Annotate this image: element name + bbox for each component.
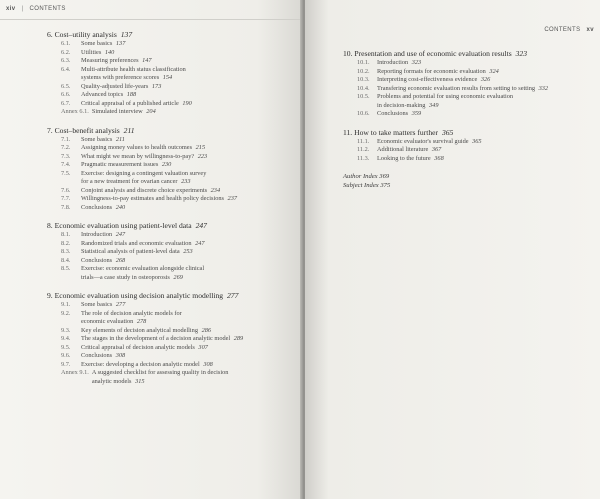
toc-entry [47, 257, 297, 266]
section-page-number: 173 [151, 82, 162, 90]
section-title [81, 301, 297, 310]
section-title-text: Additional literature [377, 146, 429, 153]
chapter-page-number: 137 [120, 30, 133, 39]
section-title-text: Multi-attribute health status classification [81, 65, 186, 73]
section-title-text: A suggested checklist for assessing quality in decision [91, 369, 229, 376]
section-number: 9.6. [61, 352, 71, 359]
chapter-page-number: 323 [515, 49, 528, 58]
chapter-title-text: 8. Economic evaluation using patient-level data [47, 221, 192, 230]
section-page-number: 190 [182, 99, 192, 107]
section-page-number: 332 [538, 84, 549, 92]
section-number: 10.2. [357, 67, 370, 75]
section-title [81, 161, 297, 170]
toc-chapter [343, 128, 598, 164]
section-number: 6.3. [61, 57, 71, 64]
toc-entry [47, 144, 297, 153]
section-title-text: Conjoint analysis and discrete choice experiments [81, 186, 208, 194]
section-number: Annex 6.1. [61, 108, 89, 115]
section-title-text: Critical appraisal of a published article [81, 99, 179, 107]
section-page-number: 240 [115, 203, 126, 211]
toc-chapter [47, 221, 297, 282]
section-title [81, 248, 297, 257]
toc-entry [47, 66, 297, 83]
section-title-text: Willingness-to-pay estimates and health policy decisions [81, 195, 224, 202]
toc-entry [47, 352, 297, 361]
chapter-title [47, 126, 297, 136]
section-number: 7.5. [61, 169, 71, 177]
section-number: 11.2. [357, 146, 370, 153]
section-title [81, 344, 297, 353]
section-title [81, 153, 297, 162]
section-title-continued: systems with preference scores [81, 74, 160, 81]
section-title-text: Some basics [81, 135, 113, 143]
section-title-text: Assigning money values to health outcomes [81, 144, 193, 151]
section-title-text: Randomized trials and economic evaluation [81, 239, 192, 247]
toc-chapter [47, 126, 297, 213]
section-number: 10.1. [357, 59, 370, 66]
section-title-text: Simulated interview [91, 108, 143, 115]
toc-entry [47, 170, 297, 187]
toc-entry [343, 138, 598, 147]
right-page-number: xv [586, 27, 594, 33]
section-title-text: Looking to the future [377, 154, 431, 162]
section-title-text: Exercise: economic evaluation alongside clinical [81, 265, 205, 272]
section-title [81, 144, 297, 153]
section-page-number: 215 [195, 144, 206, 151]
chapter-title [47, 30, 297, 40]
section-title [81, 195, 297, 204]
section-page-number: 315 [135, 377, 145, 385]
toc-entry [343, 59, 598, 68]
toc-chapter [47, 30, 297, 117]
section-title [377, 59, 598, 68]
section-page-number: 211 [115, 135, 125, 143]
section-title-text: Some basics [81, 40, 113, 47]
section-number: 6.6. [61, 91, 71, 98]
toc-entry [47, 91, 297, 100]
toc-chapter [47, 291, 297, 386]
section-page-number: 247 [195, 239, 205, 247]
chapter-page-number: 211 [123, 125, 135, 135]
section-number: 6.4. [61, 65, 71, 73]
left-running-head: xiv | CONTENTS [6, 6, 66, 12]
chapter-title-text: 7. Cost–benefit analysis [47, 125, 120, 135]
section-page-number: 233 [181, 178, 191, 185]
section-title-text: Measuring preferences [81, 57, 139, 64]
toc-entry [47, 195, 297, 204]
section-title-text: Conclusions [81, 203, 113, 211]
section-title-continued: for a new treatment for ovarian cancer [81, 178, 178, 185]
section-title [377, 76, 598, 85]
toc-entry [47, 335, 297, 344]
toc-right [343, 49, 598, 190]
section-page-number: 237 [227, 195, 237, 202]
chapter-title [47, 221, 297, 231]
section-title-text: Economic evaluator's survival guide [377, 137, 469, 145]
toc-entry [343, 93, 598, 110]
section-title-text: Statistical analysis of patient-level data [81, 248, 180, 255]
toc-entry [343, 85, 598, 94]
section-page-number: 269 [173, 273, 183, 281]
chapter-title-text: 10. Presentation and use of economic evaluation results [343, 49, 512, 58]
section-title-continued: in decision-making [377, 101, 426, 109]
section-title [81, 83, 297, 92]
section-title [81, 257, 297, 266]
right-page [305, 0, 600, 499]
index-entry [343, 172, 598, 181]
section-page-number: 307 [198, 343, 208, 351]
section-page-number: 247 [115, 231, 126, 238]
section-title-text: Critical appraisal of decision analytic models [81, 343, 195, 351]
toc-entry [47, 57, 297, 66]
section-title-text: Interpreting cost-effectiveness evidence [377, 76, 478, 83]
section-number: 8.2. [61, 239, 71, 247]
section-title [81, 352, 297, 361]
section-page-number: 188 [126, 91, 137, 98]
section-title [81, 231, 297, 240]
toc-entry [343, 68, 598, 77]
chapter-title [47, 291, 297, 301]
section-title-text: Pragmatic measurement issues [81, 161, 159, 168]
section-number: 7.8. [61, 203, 71, 211]
section-page-number: 324 [489, 67, 499, 75]
section-title [81, 40, 297, 49]
section-page-number: 230 [161, 161, 172, 168]
section-number: 7.1. [61, 135, 71, 143]
section-page-number: 326 [480, 76, 491, 83]
index-page-number: 369 [379, 173, 390, 180]
toc-entry [47, 231, 297, 240]
toc-entry [47, 136, 297, 145]
section-page-number: 286 [201, 326, 212, 334]
section-number: 10.6. [357, 110, 370, 117]
section-title-text: Reporting formats for economic evaluation [377, 67, 486, 75]
section-page-number: 308 [115, 352, 126, 359]
section-title [92, 108, 297, 117]
toc-entry [343, 155, 598, 164]
section-number: 10.3. [357, 76, 370, 83]
section-page-number: 368 [434, 154, 444, 162]
section-page-number: 154 [162, 74, 173, 81]
header-rule [0, 19, 303, 20]
section-title [81, 57, 297, 66]
toc-entry [47, 301, 297, 310]
section-title [81, 49, 297, 58]
toc-entry [47, 161, 297, 170]
section-number: 6.1. [61, 40, 71, 47]
section-page-number: 268 [115, 256, 126, 264]
section-page-number: 204 [146, 108, 156, 115]
section-number: 10.4. [357, 84, 370, 92]
section-title [81, 100, 297, 109]
section-title [377, 155, 598, 164]
section-number: 8.1. [61, 231, 71, 238]
section-title-text: Transfering economic evaluation results from setting to setting [377, 84, 536, 92]
section-title [81, 240, 297, 249]
section-title [377, 138, 598, 147]
index-page-number: 375 [380, 182, 391, 189]
section-number: 6.5. [61, 82, 71, 90]
section-title [81, 187, 297, 196]
section-page-number: 365 [472, 137, 482, 145]
section-page-number: 289 [233, 335, 244, 342]
section-number: 9.1. [61, 301, 71, 308]
index-entry [343, 181, 598, 190]
section-title [377, 93, 598, 110]
section-page-number: 147 [142, 57, 152, 64]
section-title [81, 66, 297, 83]
section-number: 7.4. [61, 161, 71, 168]
section-page-number: 253 [183, 248, 193, 255]
right-running-head [544, 27, 594, 33]
section-title [81, 204, 297, 213]
index-title: Subject Index [343, 182, 379, 189]
section-title [81, 136, 297, 145]
section-page-number: 359 [411, 110, 422, 117]
chapter-title-text: 6. Cost–utility analysis [47, 30, 117, 39]
toc-entry [47, 187, 297, 196]
section-page-number: 367 [431, 146, 442, 153]
toc-entry [47, 265, 297, 282]
section-page-number: 140 [104, 48, 115, 56]
section-title-text: Introduction [377, 59, 409, 66]
chapter-title [343, 49, 598, 59]
section-number: 10.5. [357, 93, 370, 100]
toc-entry [47, 310, 297, 327]
section-page-number: 323 [411, 59, 422, 66]
section-title-continued: economic evaluation [81, 318, 134, 325]
left-page-number: xiv [6, 6, 16, 12]
section-title-text: What might we mean by willingness-to-pay? [81, 152, 195, 160]
section-title [81, 170, 297, 187]
section-title-text: The role of decision analytic models for [81, 309, 182, 317]
section-number: 9.4. [61, 335, 71, 342]
toc-entry [47, 240, 297, 249]
section-number: 7.6. [61, 186, 71, 194]
section-title [81, 310, 297, 327]
toc-chapter [343, 49, 598, 119]
toc-entry [47, 83, 297, 92]
toc-entry [47, 40, 297, 49]
chapter-title [343, 128, 598, 138]
section-page-number: 137 [115, 40, 126, 47]
section-number: 9.3. [61, 326, 71, 334]
chapter-title-text: 9. Economic evaluation using decision analytic modelling [47, 291, 224, 300]
toc-entry [47, 344, 297, 353]
section-page-number: 223 [197, 152, 208, 160]
section-title-text: Some basics [81, 301, 113, 308]
index-title: Author Index [343, 173, 378, 180]
section-title [81, 265, 297, 282]
toc-entry [47, 49, 297, 58]
left-running-head-title: CONTENTS [29, 6, 66, 12]
section-number: 9.7. [61, 360, 71, 368]
section-title [377, 110, 598, 119]
section-number: 7.7. [61, 195, 71, 202]
chapter-page-number: 277 [227, 291, 239, 300]
section-title [377, 85, 598, 94]
section-title-continued: trials—a case study in osteoporosis [81, 273, 170, 281]
section-title-text: Utilities [81, 48, 102, 56]
section-number: 8.3. [61, 248, 71, 255]
toc-entry [343, 76, 598, 85]
section-page-number: 277 [115, 301, 126, 308]
section-number: 7.3. [61, 152, 71, 160]
section-title [81, 335, 297, 344]
toc-entry [47, 204, 297, 213]
section-title-text: Conclusions [377, 110, 409, 117]
section-title-text: Conclusions [81, 352, 113, 359]
chapter-title-text: 11. How to take matters further [343, 127, 439, 137]
chapter-page-number: 247 [195, 221, 207, 230]
right-running-head-title: CONTENTS [544, 27, 581, 33]
section-number: Annex 9.1. [61, 369, 89, 376]
section-title-text: Quality-adjusted life-years [81, 82, 149, 90]
section-title [92, 369, 297, 386]
toc-entry [47, 327, 297, 336]
section-title-text: Advanced topics [81, 91, 124, 98]
toc-entry [47, 153, 297, 162]
section-title [81, 361, 297, 370]
section-title [377, 68, 598, 77]
section-page-number: 349 [429, 101, 439, 109]
section-number: 11.3. [357, 154, 370, 162]
section-number: 7.2. [61, 144, 71, 151]
section-number: 9.2. [61, 309, 71, 317]
section-title-text: Conclusions [81, 256, 113, 264]
section-page-number: 278 [136, 318, 147, 325]
section-number: 11.1. [357, 137, 370, 145]
toc-entry [47, 100, 297, 109]
section-number: 6.7. [61, 99, 71, 107]
toc-entry [47, 369, 297, 386]
section-title-text: The stages in the development of a decision analytic model [81, 335, 231, 342]
toc-entry [343, 146, 598, 155]
section-number: 8.5. [61, 265, 71, 272]
section-title-text: Introduction [81, 231, 113, 238]
section-title [81, 91, 297, 100]
toc-entry [47, 248, 297, 257]
section-title-continued: analytic models [91, 377, 132, 385]
toc-entry [47, 108, 297, 117]
section-page-number: 308 [203, 360, 213, 368]
section-title-text: Problems and potential for using economic evaluation [377, 93, 514, 100]
section-number: 9.5. [61, 343, 71, 351]
toc-left [47, 30, 297, 395]
section-title [377, 146, 598, 155]
chapter-page-number: 365 [441, 127, 454, 137]
section-title-text: Exercise: designing a contingent valuation survey [81, 169, 207, 177]
section-number: 8.4. [61, 256, 71, 264]
section-title-text: Exercise: developing a decision analytic model [81, 360, 200, 368]
section-page-number: 234 [210, 186, 221, 194]
section-title [81, 327, 297, 336]
section-title-text: Key elements of decision analytical modelling [81, 326, 198, 334]
toc-entry [343, 110, 598, 119]
toc-entry [47, 361, 297, 370]
section-number: 6.2. [61, 48, 71, 56]
